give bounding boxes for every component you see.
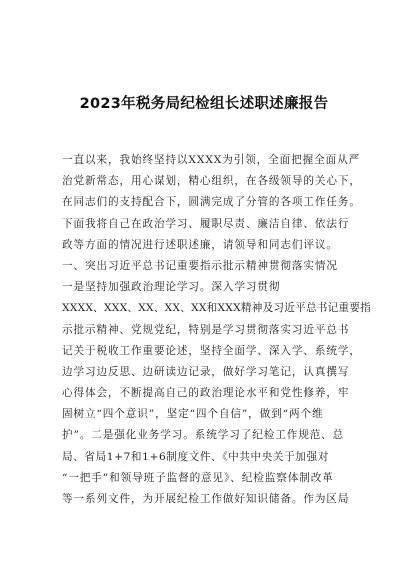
document-title: 2023年税务局纪检组长述职述廉报告 <box>79 96 329 112</box>
paragraph-line: 下面我将自己在政治学习、履职尽责、廉洁自律、依法行 <box>62 217 350 230</box>
paragraph-line: 政等方面的情况进行述职述廉，请领导和同志们评议。 <box>62 238 338 251</box>
paragraph-line: 在同志们的支持配合下，圆满完成了分管的各项工作任务。 <box>62 196 361 209</box>
paragraph-line: 一直以来，我始终坚持以XXXX为引领，全面把握全面从严 <box>62 154 361 166</box>
paragraph-line: 一是坚持加强政治理论学习。深入学习贯彻 <box>62 281 281 294</box>
document-body <box>62 150 372 510</box>
paragraph-line: 示批示精神、党规党纪，特别是学习贯彻落实习近平总书 <box>62 323 350 336</box>
paragraph-line: “一把手”和领导班子监督的意见》、纪检监察体制改革 <box>62 471 334 484</box>
paragraph-line: 护”。二是强化业务学习。系统学习了纪检工作规范、总 <box>62 429 345 442</box>
paragraph-line: 记关于税收工作重要论述，坚持全面学、深入学、系统学， <box>62 344 361 357</box>
paragraph-line: XXXX、XXX、XX、XX、XX和XXX精神及习近平总书记重要指 <box>62 302 372 315</box>
section-heading: 一、突出习近平总书记重要指示批示精神贯彻落实情况 <box>62 259 338 272</box>
paragraph-line: 固树立“四个意识”，坚定“四个自信”，做到“两个维 <box>62 408 324 421</box>
paragraph-line: 边学习边反思、边研读边记录，做好学习笔记，认真撰写 <box>62 365 350 378</box>
paragraph-line: 局、省局1+7和1+6制度文件、《中共中央关于加强对 <box>62 450 329 463</box>
paragraph-line: 心得体会，不断提高自己的政治理论水平和党性修养，牢 <box>62 387 350 400</box>
paragraph-line: 治党新常态，用心谋划，精心组织，在各级领导的关心下， <box>62 175 361 188</box>
paragraph-line: 等一系列文件，为开展纪检工作做好知识储备。作为区局 <box>62 493 350 505</box>
